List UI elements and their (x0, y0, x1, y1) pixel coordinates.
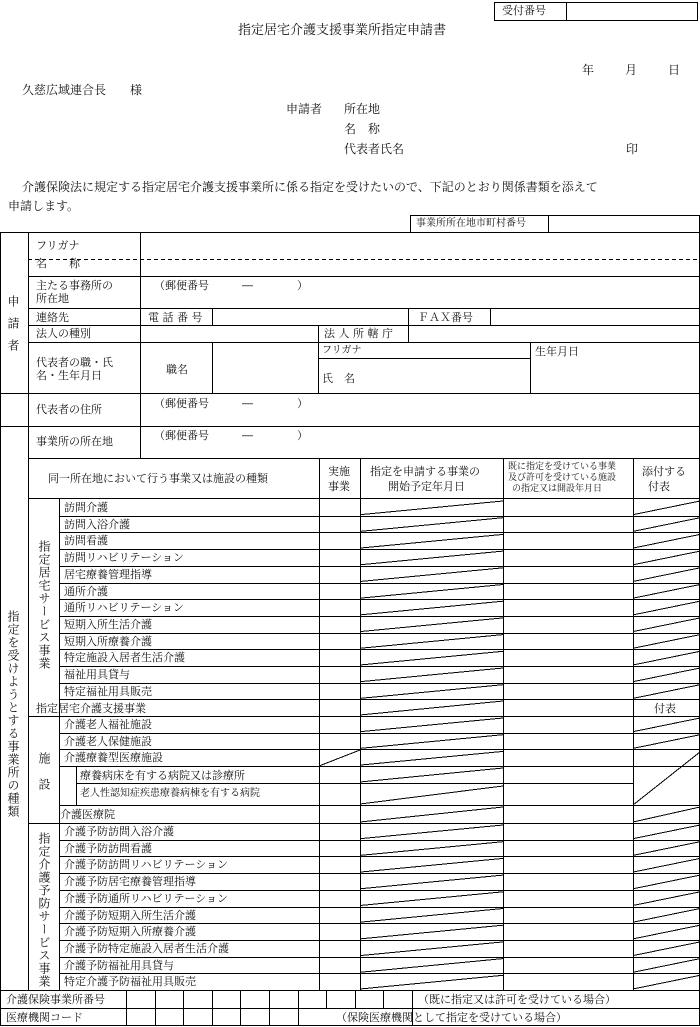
diagonal-strike (633, 858, 700, 872)
diagonal-strike (360, 768, 503, 782)
diagonal-strike (360, 651, 503, 665)
diagonal-strike (360, 568, 503, 582)
municipality-code-label: 事業所所在地市町村番号 (416, 218, 526, 229)
facility-item: 介護療養型医療施設 (64, 751, 163, 765)
diagonal-strike (360, 551, 503, 565)
applicant-location-label: 所在地 (344, 102, 381, 116)
diagonal-strike (360, 518, 503, 532)
home-service-item: 通所リハビリテーション (64, 601, 185, 615)
section-designation: 指定を受けようとする事業所の種類 (6, 610, 20, 818)
contact-label: 連絡先 (36, 311, 69, 324)
diagonal-strike (360, 685, 503, 699)
diagonal-strike (633, 909, 700, 923)
office-location-postal: （郵便番号 ― ） (154, 429, 308, 442)
rep-name-label: 氏 名 (322, 372, 355, 385)
facility-item: 介護老人福祉施設 (64, 718, 152, 731)
date-month: 月 (625, 63, 638, 77)
diagonal-strike (633, 635, 700, 649)
rep-address-label: 代表者の住所 (36, 403, 102, 416)
diagonal-strike (360, 807, 503, 822)
header-attach-2: 付表 (648, 480, 670, 493)
header-impl-2: 事業 (328, 480, 350, 493)
medical-code-note: （保険医療機関として指定を受けている場合） (336, 1011, 567, 1024)
prevention-service-item: 介護予防訪問入浴介護 (64, 825, 174, 838)
diagonal-strike (633, 718, 700, 732)
home-service-item: 短期入所生活介護 (64, 617, 152, 631)
group-facility: 施設 (37, 752, 51, 804)
office-name-label: 名 称 (36, 257, 80, 270)
prevention-service-item: 介護予防短期入所生活介護 (64, 908, 196, 922)
diagonal-strike (633, 807, 700, 822)
prevention-service-item: 特定介護予防福祉用具販売 (64, 975, 196, 989)
diagonal-strike (633, 518, 700, 532)
home-service-item: 福祉用具貸与 (64, 668, 130, 681)
diagonal-strike (360, 892, 503, 906)
header-start-2: 開始予定年月日 (388, 480, 465, 493)
group-prevention: 指定介護予防サービス事業 (37, 832, 51, 988)
phone-label: 電 話 番 号 (148, 311, 203, 324)
diagonal-strike (633, 601, 700, 615)
home-service-item: 訪問看護 (64, 534, 108, 548)
prevention-service-item: 介護予防訪問看護 (64, 841, 152, 855)
diagonal-strike (633, 752, 700, 805)
home-service-item: 訪問リハビリテーション (64, 551, 185, 565)
diagonal-strike (633, 618, 700, 632)
home-service-item: 特定施設入居者生活介護 (64, 651, 185, 665)
home-service-item: 通所介護 (64, 584, 108, 598)
diagonal-strike (360, 735, 503, 749)
diagonal-strike (360, 825, 503, 839)
receipt-number-label: 受付番号 (502, 4, 546, 17)
diagonal-strike (633, 585, 700, 599)
diagonal-strike (360, 718, 503, 732)
diagonal-strike (360, 668, 503, 682)
home-service-item: 訪問介護 (64, 501, 108, 514)
applicant-rep-label: 代表者氏名 (344, 142, 405, 156)
furigana-label: フリガナ (36, 239, 80, 252)
header-start-1: 指定を申請する事業の (370, 465, 480, 478)
diagonal-strike (360, 786, 503, 804)
diagonal-strike (633, 825, 700, 839)
diagonal-strike (360, 585, 503, 599)
diagonal-strike (633, 842, 700, 856)
diagonal-strike (633, 735, 700, 749)
intro-line-2: 申請します。 (8, 199, 80, 213)
main-office-postal: （郵便番号 ― ） (154, 279, 308, 292)
diagonal-strike (360, 601, 503, 615)
prevention-service-item: 介護予防特定施設入居者生活介護 (64, 941, 229, 955)
diagonal-strike (360, 635, 503, 649)
diagonal-strike (319, 750, 360, 766)
insurance-number-label: 介護保険事業所番号 (6, 993, 105, 1006)
diagonal-strike (360, 501, 503, 515)
birth-date-label: 生年月日 (535, 345, 579, 358)
prevention-service-item: 介護予防居宅療養管理指導 (64, 875, 196, 889)
applicant-label: 申請者 (286, 102, 323, 116)
group-home-services: 指定居宅サービス事業 (37, 540, 51, 670)
diagonal-strike (633, 668, 700, 682)
diagonal-strike (633, 892, 700, 906)
header-service-type: 同一所在地において行う事業又は施設の種類 (48, 472, 268, 485)
date-day: 日 (668, 63, 681, 77)
diagonal-strike (360, 701, 503, 715)
care-support-attach: 付表 (654, 702, 676, 715)
diagonal-strike (633, 685, 700, 699)
rep-title-label: 職名 (166, 363, 188, 376)
rep-furigana-label: フリガナ (322, 345, 362, 356)
diagonal-strike (360, 942, 503, 956)
diagonal-strike (633, 534, 700, 548)
rep-info-label-2: 名・生年月日 (36, 369, 102, 382)
main-office-label-1: 主たる事務所の (36, 279, 113, 292)
section-applicant: 申請者 (6, 295, 20, 361)
home-service-item: 訪問入浴介護 (64, 517, 130, 531)
facility-sub-2: 老人性認知症疾患療養病棟を有する病院 (80, 788, 260, 799)
facility-item: 介護老人保健施設 (64, 734, 152, 748)
diagonal-strike (633, 501, 700, 515)
insurance-number-note: （既に指定又は許可を受けている場合） (418, 993, 616, 1006)
header-attach-1: 添付する (642, 465, 686, 478)
applicant-name-label: 名 称 (344, 122, 381, 136)
rep-info-label-1: 代表者の職・氏 (36, 356, 113, 369)
header-impl-1: 実施 (328, 465, 350, 478)
main-office-label-2: 所在地 (36, 292, 69, 305)
diagonal-strike (360, 751, 503, 765)
diagonal-strike (360, 534, 503, 548)
diagonal-strike (360, 618, 503, 632)
diagonal-strike (360, 842, 503, 856)
diagonal-strike (633, 942, 700, 956)
medical-care-home: 介護医療院 (60, 808, 115, 821)
rep-address-postal: （郵便番号 ― ） (154, 397, 308, 410)
header-existing-3: の指定又は開設年月日 (512, 484, 603, 494)
prevention-service-item: 介護予防福祉用具貸与 (64, 958, 174, 972)
diagonal-strike (360, 875, 503, 889)
date-year: 年 (582, 63, 595, 77)
diagonal-strike (633, 551, 700, 565)
corp-type-label: 法人の種別 (36, 327, 91, 340)
facility-sub-1: 療養病床を有する病院又は診療所 (80, 769, 245, 782)
corp-office-label: 法 人 所 轄 庁 (324, 327, 393, 340)
fax-label: ＦＡＸ番号 (418, 311, 473, 324)
prevention-service-item: 介護予防短期入所療養介護 (64, 925, 196, 939)
home-service-item: 短期入所療養介護 (64, 634, 152, 648)
diagonal-strike (633, 651, 700, 665)
seal-mark: 印 (626, 142, 639, 156)
medical-code-label: 医療機関コード (6, 1011, 83, 1024)
intro-line-1: 介護保険法に規定する指定居宅介護支援事業所に係る指定を受けたいので、下記のとおり関係書類を添えて (22, 180, 598, 194)
diagonal-strike (360, 925, 503, 939)
diagonal-strike (360, 858, 503, 872)
prevention-service-item: 介護予防通所リハビリテーション (64, 891, 229, 905)
care-support-label: 指定居宅介護支援事業 (36, 702, 146, 715)
diagonal-strike (633, 875, 700, 889)
header-existing-1: 既に指定を受けている事業 (508, 462, 617, 472)
office-location-label: 事業所の所在地 (36, 435, 113, 448)
diagonal-strike (360, 959, 503, 973)
diagonal-strike (633, 959, 700, 973)
prevention-service-item: 介護予防訪問リハビリテーション (64, 858, 229, 872)
diagonal-strike (633, 925, 700, 939)
diagonal-strike (360, 975, 503, 989)
page-title: 指定居宅介護支援事業所指定申請書 (238, 23, 447, 38)
addressee: 久慈広域連合長 様 (22, 83, 143, 97)
diagonal-strike (633, 568, 700, 582)
diagonal-strike (360, 909, 503, 923)
header-existing-2: 及び許可を受けている施設 (508, 473, 617, 483)
home-service-item: 特定福祉用具販売 (64, 684, 152, 698)
home-service-item: 居宅療養管理指導 (64, 567, 152, 581)
diagonal-strike (633, 975, 700, 989)
